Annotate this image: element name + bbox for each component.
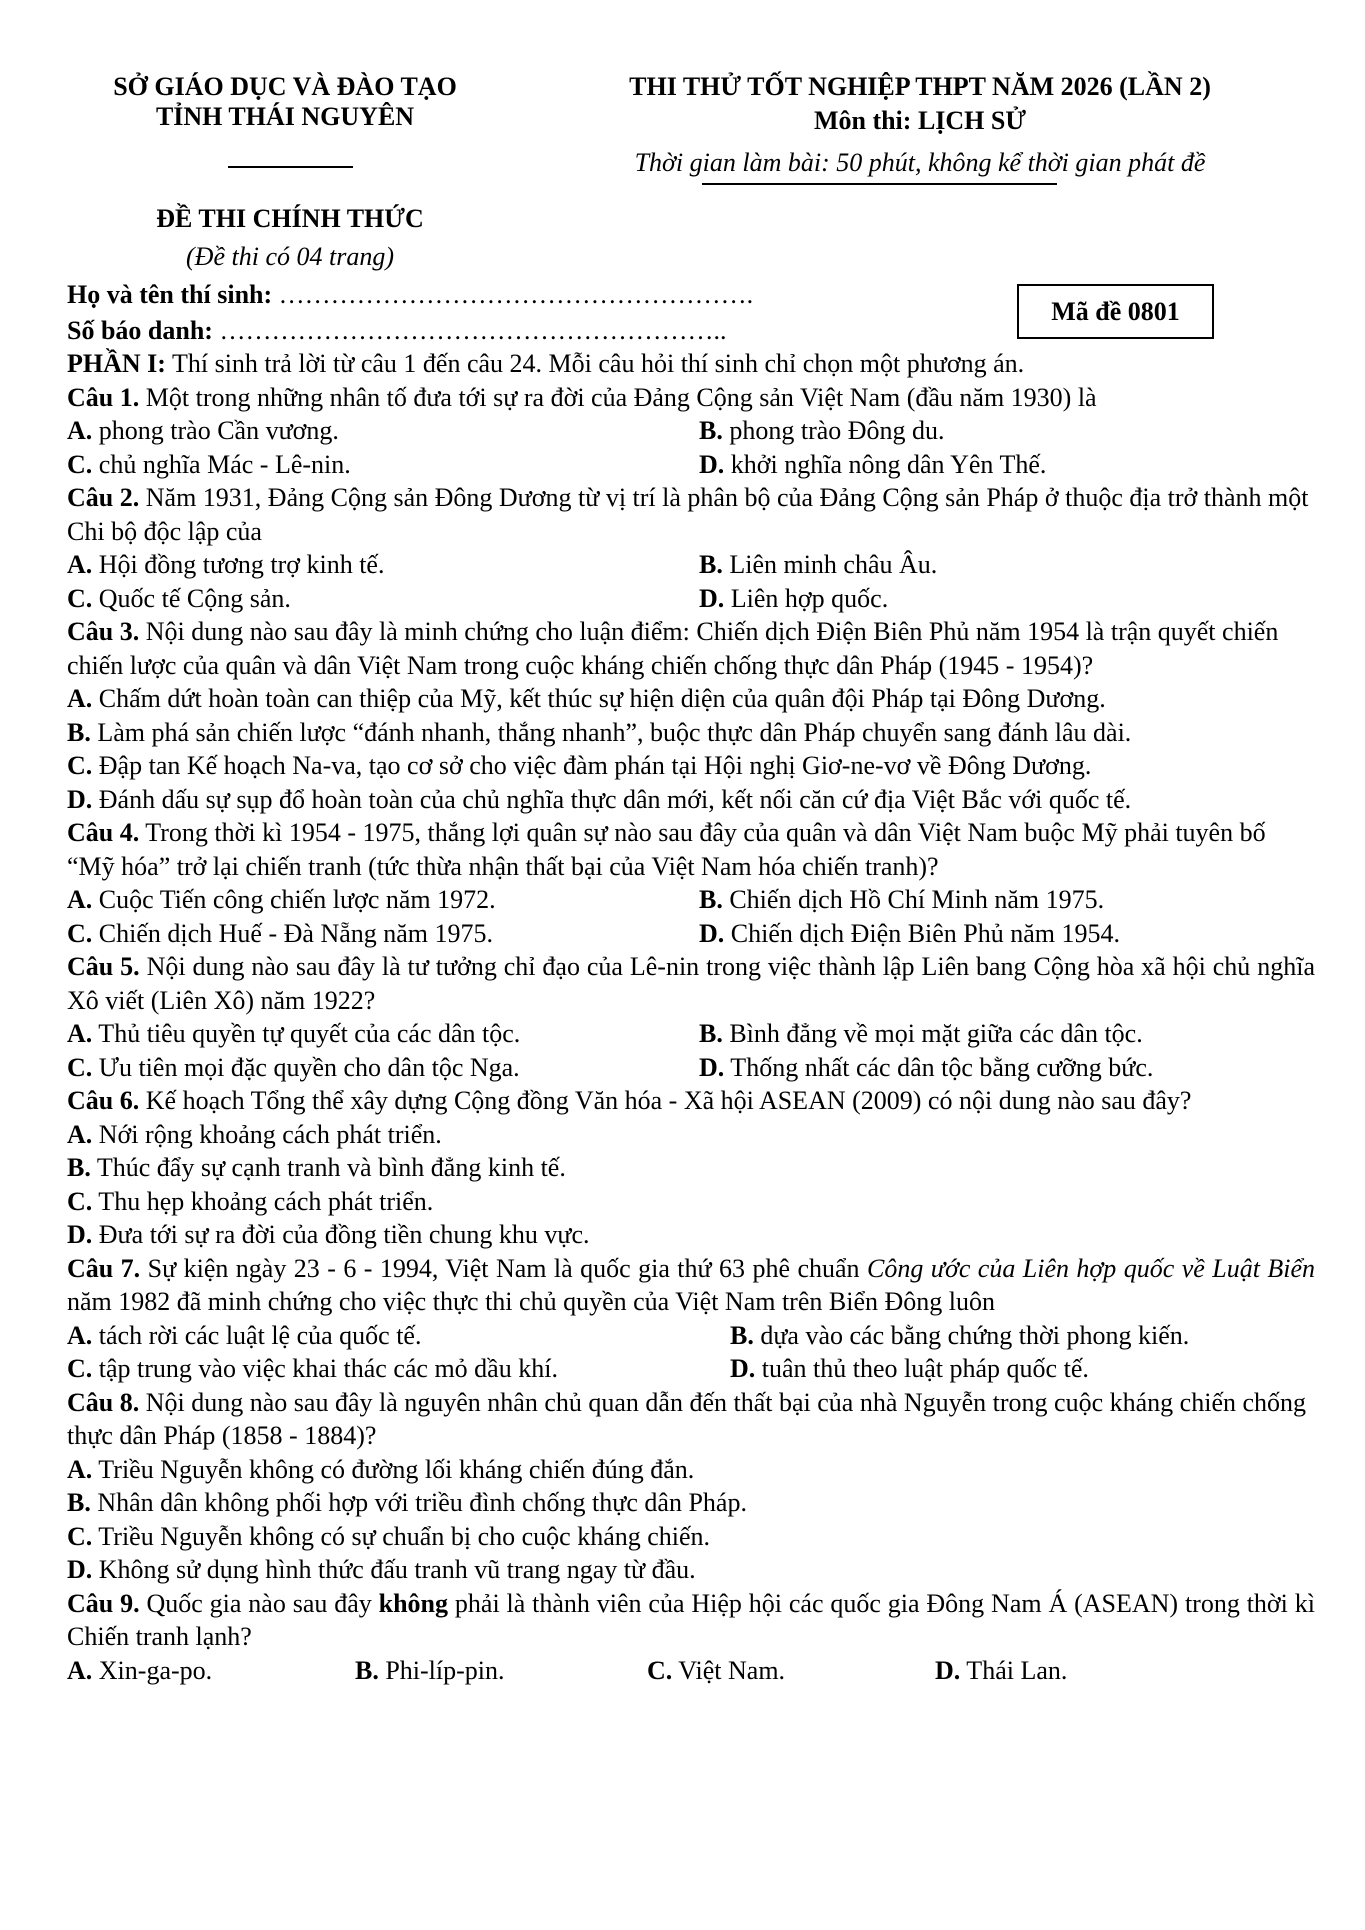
question-2 — [67, 481, 1315, 548]
section-label: PHẦN I: — [67, 349, 166, 378]
option-b: B. Liên minh châu Âu. — [699, 550, 938, 579]
option-c: C. tập trung vào việc khai thác các mỏ dầu khí. — [67, 1354, 558, 1383]
option-a: A. Chấm dứt hoàn toàn can thiệp của Mỹ, kết thúc sự hiện diện của quân đội Pháp tại Đông Dương. — [67, 684, 1106, 713]
question-6 — [67, 1084, 1315, 1118]
option-row — [67, 1352, 1315, 1386]
question-number: Câu 2. — [67, 483, 140, 512]
option-d: D. Chiến dịch Điện Biên Phủ năm 1954. — [699, 918, 1121, 948]
option-c: C. Ưu tiên mọi đặc quyền cho dân tộc Nga. — [67, 1052, 520, 1082]
option-b: B. Làm phá sản chiến lược “đánh nhanh, thắng nhanh”, buộc thực dân Pháp chuyển sang đánh lâu dài. — [67, 717, 1132, 747]
option-d: D. Thống nhất các dân tộc bằng cưỡng bức. — [699, 1052, 1154, 1082]
candidate-name-line — [67, 278, 753, 312]
option-c: C. Chiến dịch Huế - Đà Nẵng năm 1975. — [67, 918, 494, 948]
question-text: Năm 1931, Đảng Cộng sản Đông Dương từ vị trí là phân bộ của Đảng Cộng sản Pháp ở thuộc địa trở thành một Chi bộ độc lập của — [67, 483, 1309, 546]
time-underline — [702, 183, 1057, 185]
question-text: Nội dung nào sau đây là tư tưởng chỉ đạo của Lê-nin trong việc thành lập Liên bang Cộng hòa xã hội chủ nghĩa Xô viết (Liên Xô) năm 1922? — [67, 952, 1315, 1015]
option-d: D. Không sử dụng hình thức đấu tranh vũ trang ngay từ đầu. — [67, 1555, 696, 1584]
option-row — [67, 917, 1315, 951]
option-a: A. tách rời các luật lệ của quốc tế. — [67, 1320, 422, 1350]
option-b: B. Bình đẳng về mọi mặt giữa các dân tộc. — [699, 1019, 1143, 1048]
exam-content — [67, 347, 1315, 1687]
option-b: B. dựa vào các bằng chứng thời phong kiến. — [730, 1320, 1190, 1350]
question-text-bold: không — [378, 1588, 449, 1618]
question-text: Quốc gia nào sau đây — [139, 1588, 379, 1618]
candidate-id-line — [67, 314, 726, 348]
option-a: A. Nới rộng khoảng cách phát triển. — [67, 1119, 442, 1149]
option-c: C. chủ nghĩa Mác - Lê-nin. — [67, 449, 351, 479]
exam-title: THI THỬ TỐT NGHIỆP THPT NĂM 2026 (LẦN 2) — [629, 72, 1211, 101]
exam-header — [0, 62, 1365, 352]
question-number: Câu 5. — [67, 952, 140, 981]
section-instruction — [67, 347, 1315, 381]
option-c: C. Quốc tế Cộng sản. — [67, 583, 291, 613]
candidate-id-dots: ………………………………………………….. — [219, 316, 727, 345]
candidate-name-dots: ………………………………………………. — [278, 280, 754, 309]
option-d: D. Đưa tới sự ra đời của đồng tiền chung khu vực. — [67, 1220, 590, 1249]
question-text: Kế hoạch Tổng thể xây dựng Cộng đồng Văn hóa - Xã hội ASEAN (2009) có nội dung nào sau đây? — [139, 1086, 1192, 1115]
question-text-italic: Công ước của Liên hợp quốc về Luật Biển — [866, 1253, 1315, 1283]
question-number: Câu 1. — [67, 382, 140, 412]
question-text: phải là thành viên của Hiệp hội các quốc gia Đông Nam Á (ASEAN) trong thời kì Chiến tranh lạnh? — [67, 1588, 1315, 1651]
option-d: D. Đánh dấu sự sụp đổ hoàn toàn của chủ nghĩa thực dân mới, kết nối căn cứ địa Việt Bắc với quốc tế. — [67, 784, 1132, 814]
option-row — [67, 883, 1315, 917]
option-b: B. Chiến dịch Hồ Chí Minh năm 1975. — [699, 885, 1105, 914]
question-number: Câu 9. — [67, 1588, 140, 1618]
question-9 — [67, 1587, 1315, 1654]
option-row — [67, 548, 1315, 582]
question-4 — [67, 816, 1315, 883]
option-b: B. Nhân dân không phối hợp với triều đình chống thực dân Pháp. — [67, 1488, 747, 1517]
question-text: Trong thời kì 1954 - 1975, thắng lợi quân sự nào sau đây của quân và dân Việt Nam buộc Mỹ phải tuyên bố “Mỹ hóa” trở lại chiến tranh (tức thừa nhận thất bại của Việt Nam hóa chiến tranh)? — [67, 818, 1266, 881]
department-name: SỞ GIÁO DỤC VÀ ĐÀO TẠO — [113, 72, 457, 101]
option-a: A. Xin-ga-po. — [67, 1655, 213, 1685]
province-name: TỈNH THÁI NGUYÊN — [155, 102, 415, 131]
question-8 — [67, 1386, 1315, 1453]
option-row — [67, 582, 1315, 616]
official-label: ĐỀ THI CHÍNH THỨC — [156, 204, 424, 233]
option-c: C. Thu hẹp khoảng cách phát triển. — [67, 1186, 434, 1216]
option-c: C. Đập tan Kế hoạch Na-va, tạo cơ sở cho việc đàm phán tại Hội nghị Giơ-ne-vơ về Đông Dương. — [67, 751, 1092, 780]
option-d: D. Thái Lan. — [935, 1655, 1068, 1685]
option-c: C. Việt Nam. — [647, 1655, 786, 1685]
option-a: A. Triều Nguyễn không có đường lối kháng chiến đúng đắn. — [67, 1454, 695, 1484]
question-text: Sự kiện ngày 23 - 6 - 1994, Việt Nam là quốc gia thứ 63 phê chuẩn — [140, 1253, 867, 1283]
option-row — [67, 1051, 1315, 1085]
option-a: A. phong trào Cần vương. — [67, 416, 339, 445]
option-a: A. Hội đồng tương trợ kinh tế. — [67, 550, 385, 579]
header-divider — [228, 166, 353, 168]
option-b: B. Thúc đẩy sự cạnh tranh và bình đẳng kinh tế. — [67, 1153, 566, 1182]
option-row — [67, 1017, 1315, 1051]
question-number: Câu 4. — [67, 818, 140, 847]
exam-subject: Môn thi: LỊCH SỬ — [813, 106, 1027, 135]
option-row — [67, 448, 1315, 482]
option-row — [67, 414, 1315, 448]
option-row — [67, 1654, 1315, 1688]
question-text: Nội dung nào sau đây là minh chứng cho luận điểm: Chiến dịch Điện Biên Phủ năm 1954 là trận quyết chiến chiến lược của quân và dân Việt Nam trong cuộc kháng chiến chống thực dân Pháp (1945 - 1954)? — [67, 617, 1279, 680]
question-number: Câu 6. — [67, 1086, 140, 1115]
option-d: D. tuân thủ theo luật pháp quốc tế. — [730, 1354, 1089, 1383]
question-5 — [67, 950, 1315, 1017]
exam-time-note: Thời gian làm bài: 50 phút, không kể thời gian phát đề — [634, 148, 1206, 177]
question-number: Câu 3. — [67, 617, 140, 646]
question-7 — [67, 1252, 1315, 1319]
option-a: A. Cuộc Tiến công chiến lược năm 1972. — [67, 885, 496, 914]
option-c: C. Triều Nguyễn không có sự chuẩn bị cho cuộc kháng chiến. — [67, 1521, 711, 1551]
question-text: Nội dung nào sau đây là nguyên nhân chủ quan dẫn đến thất bại của nhà Nguyễn trong cuộc kháng chiến chống thực dân Pháp (1858 - 1884)? — [67, 1387, 1307, 1450]
option-b: B. Phi-líp-pin. — [355, 1655, 505, 1685]
pages-note: (Đề thi có 04 trang) — [186, 242, 394, 271]
section-text: Thí sinh trả lời từ câu 1 đến câu 24. Mỗi câu hỏi thí sinh chỉ chọn một phương án. — [165, 349, 1025, 378]
question-text: năm 1982 đã minh chứng cho việc thực thi chủ quyền của Việt Nam trên Biển Đông luôn — [67, 1287, 995, 1316]
option-b: B. phong trào Đông du. — [699, 416, 945, 445]
question-3 — [67, 615, 1315, 682]
question-1 — [67, 381, 1315, 415]
candidate-id-label: Số báo danh: — [67, 316, 213, 345]
question-number: Câu 8. — [67, 1387, 140, 1417]
option-d: D. khởi nghĩa nông dân Yên Thế. — [699, 449, 1047, 479]
question-number: Câu 7. — [67, 1253, 141, 1283]
option-row — [67, 1319, 1315, 1353]
exam-code-box: Mã đề 0801 — [1017, 284, 1214, 339]
question-text: Một trong những nhân tố đưa tới sự ra đời của Đảng Cộng sản Việt Nam (đầu năm 1930) là — [139, 382, 1097, 412]
candidate-name-label: Họ và tên thí sinh: — [67, 280, 273, 309]
option-a: A. Thủ tiêu quyền tự quyết của các dân tộc. — [67, 1019, 521, 1048]
option-d: D. Liên hợp quốc. — [699, 583, 889, 613]
